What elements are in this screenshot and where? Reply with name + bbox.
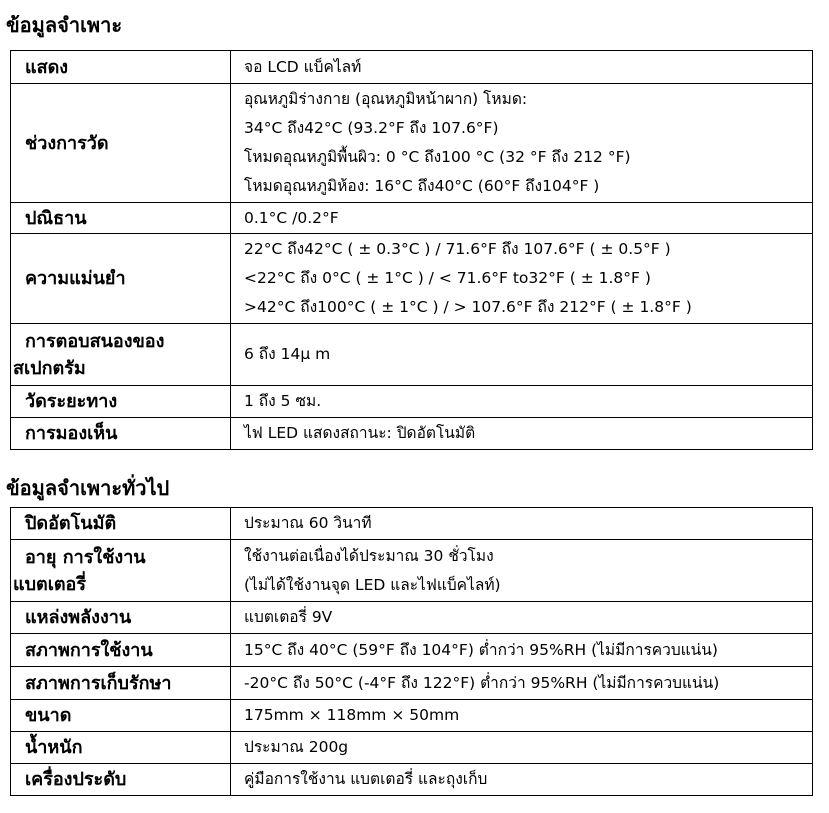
row-value: ใช้งานต่อเนื่องได้ประมาณ 30 ชั่วโมง (ไม่ได้ใช้งานจุด LED และไฟแบ็คไลท์) (231, 540, 813, 602)
row-label: สภาพการเก็บรักษา (11, 667, 231, 700)
row-value: 0.1°C /0.2°F (231, 203, 813, 234)
row-label: การตอบสนองของ สเปกตรัม (11, 324, 231, 386)
row-value: ไฟ LED แสดงสถานะ: ปิดอัตโนมัติ (231, 418, 813, 450)
row-label: ช่วงการวัด (11, 84, 231, 203)
row-label: การมองเห็น (11, 418, 231, 450)
table-row (11, 732, 813, 764)
table-row (11, 234, 813, 324)
row-label: วัดระยะทาง (11, 386, 231, 418)
row-value: 175mm × 118mm × 50mm (231, 700, 813, 732)
general-specs-table (10, 507, 813, 796)
table-row (11, 418, 813, 450)
row-label: ปณิธาน (11, 203, 231, 234)
row-label: น้ำหนัก (11, 732, 231, 764)
table-row (11, 602, 813, 634)
row-value: ประมาณ 60 วินาที (231, 508, 813, 540)
table-row (11, 764, 813, 796)
general-section-title: ข้อมูลจำเพาะทั่วไป (6, 476, 170, 500)
row-value: 1 ถึง 5 ซม. (231, 386, 813, 418)
row-value: ประมาณ 200g (231, 732, 813, 764)
row-label: แสดง (11, 51, 231, 84)
table-row (11, 51, 813, 84)
row-value: คู่มือการใช้งาน แบตเตอรี่ และถุงเก็บ (231, 764, 813, 796)
row-label: ความแม่นยำ (11, 234, 231, 324)
specs-table (10, 50, 813, 450)
row-value: จอ LCD แบ็คไลท์ (231, 51, 813, 84)
row-label: สภาพการใช้งาน (11, 634, 231, 667)
row-value: แบตเตอรี่ 9V (231, 602, 813, 634)
row-label: แหล่งพลังงาน (11, 602, 231, 634)
row-value: -20°C ถึง 50°C (-4°F ถึง 122°F) ต่ำกว่า 95%RH (ไม่มีการควบแน่น) (231, 667, 813, 700)
row-label: ปิดอัตโนมัติ (11, 508, 231, 540)
row-label: เครื่องประดับ (11, 764, 231, 796)
row-label: อายุ การใช้งาน แบตเตอรี่ (11, 540, 231, 602)
table-row (11, 667, 813, 700)
row-value: 15°C ถึง 40°C (59°F ถึง 104°F) ต่ำกว่า 95%RH (ไม่มีการควบแน่น) (231, 634, 813, 667)
table-row (11, 540, 813, 602)
row-label: ขนาด (11, 700, 231, 732)
table-row (11, 634, 813, 667)
table-row (11, 386, 813, 418)
table-row (11, 203, 813, 234)
row-value: 6 ถึง 14μ m (231, 324, 813, 386)
row-value: อุณหภูมิร่างกาย (อุณหภูมิหน้าผาก) โหมด: 34°C ถึง42°C (93.2°F ถึง 107.6°F) โหมดอุณหภูมิพื้นผิว: 0 °C ถึง100 °C (32 °F ถึง 212 °F) โหมดอุณหภูมิห้อง: 16°C ถึง40°C (60°F ถึง104°F ) (231, 84, 813, 203)
row-value: 22°C ถึง42°C ( ± 0.3°C ) / 71.6°F ถึง 107.6°F ( ± 0.5°F ) <22°C ถึง 0°C ( ± 1°C ) / < 71.6°F to32°F ( ± 1.8°F ) >42°C ถึง100°C ( ± 1°C ) / > 107.6°F ถึง 212°F ( ± 1.8°F ) (231, 234, 813, 324)
table-row (11, 84, 813, 203)
table-row (11, 700, 813, 732)
table-row (11, 324, 813, 386)
table-row (11, 508, 813, 540)
specs-section-title: ข้อมูลจำเพาะ (6, 13, 123, 37)
